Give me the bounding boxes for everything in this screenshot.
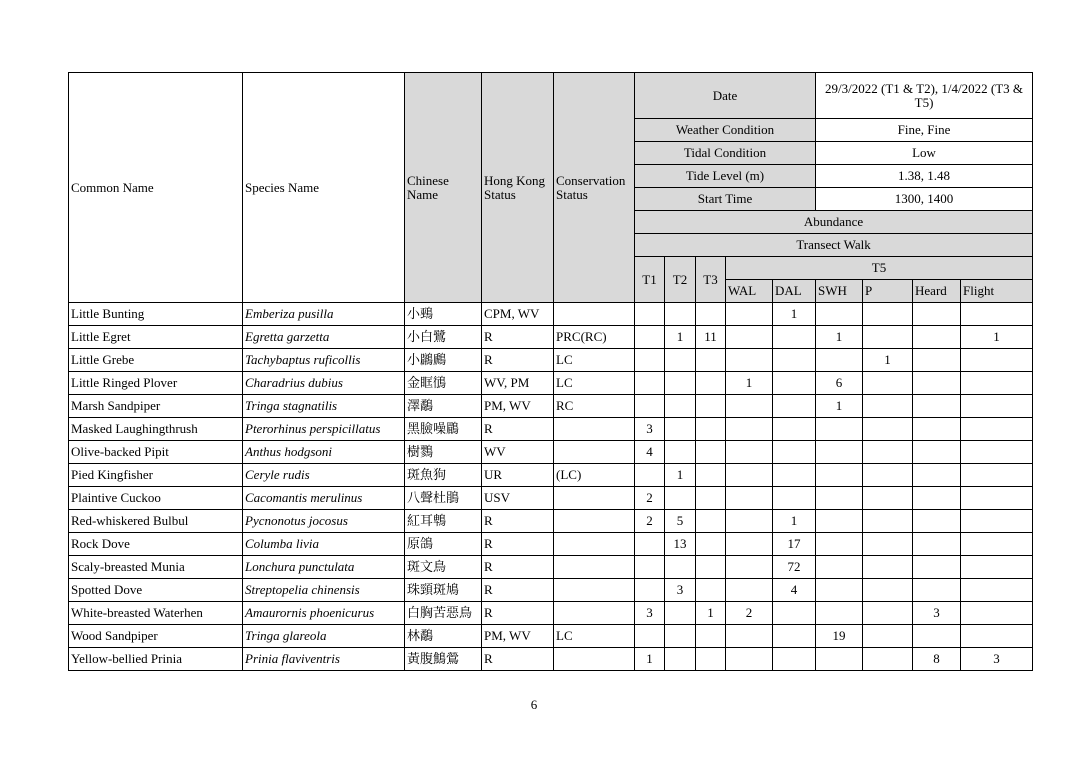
- chinese-name-header: Chinese Name: [405, 73, 482, 303]
- wal-count-cell: [726, 349, 773, 372]
- hk-status-cell: R: [482, 556, 554, 579]
- table-row: [69, 579, 1033, 602]
- heard-header: Heard: [913, 280, 961, 303]
- conservation-status-cell: [554, 303, 635, 326]
- swh-count-cell: [816, 648, 863, 671]
- tidal-label: Tidal Condition: [635, 142, 816, 165]
- species-name-cell: Prinia flaviventris: [243, 648, 405, 671]
- wal-count-cell: 1: [726, 372, 773, 395]
- t3-count-cell: [696, 579, 726, 602]
- species-name-cell: Lonchura punctulata: [243, 556, 405, 579]
- common-name-cell: Marsh Sandpiper: [69, 395, 243, 418]
- wal-count-cell: [726, 464, 773, 487]
- species-name-cell: Tachybaptus ruficollis: [243, 349, 405, 372]
- t1-count-cell: [635, 625, 665, 648]
- t3-header: T3: [696, 257, 726, 303]
- heard-count-cell: [913, 326, 961, 349]
- t3-count-cell: [696, 395, 726, 418]
- p-count-cell: [863, 303, 913, 326]
- date-label: Date: [635, 73, 816, 119]
- hk-status-cell: WV: [482, 441, 554, 464]
- dal-count-cell: [773, 418, 816, 441]
- swh-count-cell: 6: [816, 372, 863, 395]
- flight-count-cell: [961, 556, 1033, 579]
- conservation-status-cell: PRC(RC): [554, 326, 635, 349]
- flight-count-cell: [961, 487, 1033, 510]
- species-name-cell: Anthus hodgsoni: [243, 441, 405, 464]
- common-name-cell: Scaly-breasted Munia: [69, 556, 243, 579]
- dal-count-cell: 72: [773, 556, 816, 579]
- t2-count-cell: [665, 625, 696, 648]
- conservation-status-cell: (LC): [554, 464, 635, 487]
- heard-count-cell: [913, 625, 961, 648]
- t1-count-cell: [635, 579, 665, 602]
- table-row: [69, 326, 1033, 349]
- conservation-status-cell: [554, 418, 635, 441]
- hk-status-cell: R: [482, 326, 554, 349]
- common-name-cell: Yellow-bellied Prinia: [69, 648, 243, 671]
- dal-count-cell: 4: [773, 579, 816, 602]
- chinese-name-cell: 澤鷸: [405, 395, 482, 418]
- dal-count-cell: [773, 625, 816, 648]
- species-name-cell: Streptopelia chinensis: [243, 579, 405, 602]
- hk-status-cell: R: [482, 349, 554, 372]
- t1-count-cell: [635, 395, 665, 418]
- conservation-status-cell: [554, 648, 635, 671]
- hk-status-cell: R: [482, 533, 554, 556]
- flight-count-cell: 1: [961, 326, 1033, 349]
- t1-count-cell: 2: [635, 510, 665, 533]
- t3-count-cell: 1: [696, 602, 726, 625]
- common-name-cell: Little Grebe: [69, 349, 243, 372]
- t2-count-cell: [665, 349, 696, 372]
- conservation-status-cell: [554, 533, 635, 556]
- conservation-status-cell: RC: [554, 395, 635, 418]
- p-count-cell: [863, 326, 913, 349]
- t1-count-cell: [635, 533, 665, 556]
- t1-count-cell: [635, 326, 665, 349]
- conservation-status-cell: [554, 441, 635, 464]
- hk-status-cell: R: [482, 418, 554, 441]
- species-rows: [69, 303, 1033, 671]
- wal-header: WAL: [726, 280, 773, 303]
- t3-count-cell: [696, 418, 726, 441]
- species-name-cell: Columba livia: [243, 533, 405, 556]
- hk-status-header: Hong Kong Status: [482, 73, 554, 303]
- species-name-cell: Ceryle rudis: [243, 464, 405, 487]
- t1-count-cell: [635, 372, 665, 395]
- species-name-cell: Amaurornis phoenicurus: [243, 602, 405, 625]
- chinese-name-cell: 珠頸斑鳩: [405, 579, 482, 602]
- t3-count-cell: [696, 625, 726, 648]
- p-count-cell: [863, 395, 913, 418]
- flight-count-cell: [961, 464, 1033, 487]
- start-time-label: Start Time: [635, 188, 816, 211]
- page-number: 6: [530, 697, 538, 712]
- wal-count-cell: 2: [726, 602, 773, 625]
- common-name-cell: Little Egret: [69, 326, 243, 349]
- p-count-cell: [863, 625, 913, 648]
- t1-count-cell: [635, 303, 665, 326]
- flight-count-cell: [961, 579, 1033, 602]
- hk-status-cell: R: [482, 579, 554, 602]
- dal-count-cell: 1: [773, 303, 816, 326]
- swh-count-cell: [816, 510, 863, 533]
- heard-count-cell: [913, 441, 961, 464]
- common-name-cell: Plaintive Cuckoo: [69, 487, 243, 510]
- hk-status-cell: USV: [482, 487, 554, 510]
- chinese-name-cell: 小鸊鷉: [405, 349, 482, 372]
- dal-count-cell: 17: [773, 533, 816, 556]
- conservation-status-cell: [554, 579, 635, 602]
- swh-count-cell: [816, 418, 863, 441]
- flight-count-cell: [961, 625, 1033, 648]
- dal-count-cell: [773, 441, 816, 464]
- wal-count-cell: [726, 533, 773, 556]
- t1-count-cell: [635, 464, 665, 487]
- wal-count-cell: [726, 579, 773, 602]
- table-row: [69, 487, 1033, 510]
- dal-count-cell: [773, 326, 816, 349]
- t3-count-cell: [696, 487, 726, 510]
- t3-count-cell: [696, 464, 726, 487]
- wal-count-cell: [726, 648, 773, 671]
- hk-status-cell: UR: [482, 464, 554, 487]
- species-name-cell: Pycnonotus jocosus: [243, 510, 405, 533]
- chinese-name-cell: 金眶鴴: [405, 372, 482, 395]
- species-name-cell: Tringa stagnatilis: [243, 395, 405, 418]
- common-name-header: Common Name: [69, 73, 243, 303]
- conservation-status-cell: LC: [554, 625, 635, 648]
- flight-count-cell: [961, 510, 1033, 533]
- p-count-cell: [863, 418, 913, 441]
- table-row: [69, 533, 1033, 556]
- hk-status-cell: PM, WV: [482, 395, 554, 418]
- species-name-cell: Emberiza pusilla: [243, 303, 405, 326]
- conservation-status-header: Conservation Status: [554, 73, 635, 303]
- p-count-cell: [863, 602, 913, 625]
- heard-count-cell: [913, 372, 961, 395]
- t5-header: T5: [726, 257, 1033, 280]
- hk-status-cell: CPM, WV: [482, 303, 554, 326]
- t1-count-cell: [635, 349, 665, 372]
- t1-header: T1: [635, 257, 665, 303]
- dal-count-cell: 1: [773, 510, 816, 533]
- table-row: [69, 556, 1033, 579]
- swh-count-cell: 19: [816, 625, 863, 648]
- chinese-name-cell: 八聲杜鵑: [405, 487, 482, 510]
- hk-status-cell: PM, WV: [482, 625, 554, 648]
- t2-count-cell: [665, 303, 696, 326]
- p-count-cell: [863, 441, 913, 464]
- species-name-cell: Tringa glareola: [243, 625, 405, 648]
- chinese-name-cell: 黃腹鷦鶯: [405, 648, 482, 671]
- t2-count-cell: [665, 418, 696, 441]
- swh-count-cell: 1: [816, 395, 863, 418]
- t2-count-cell: [665, 648, 696, 671]
- heard-count-cell: [913, 556, 961, 579]
- common-name-cell: Olive-backed Pipit: [69, 441, 243, 464]
- t2-count-cell: [665, 372, 696, 395]
- heard-count-cell: [913, 579, 961, 602]
- dal-count-cell: [773, 487, 816, 510]
- dal-count-cell: [773, 464, 816, 487]
- hk-status-cell: R: [482, 510, 554, 533]
- table-row: [69, 464, 1033, 487]
- t2-header: T2: [665, 257, 696, 303]
- p-header: P: [863, 280, 913, 303]
- wal-count-cell: [726, 441, 773, 464]
- species-name-cell: Charadrius dubius: [243, 372, 405, 395]
- weather-label: Weather Condition: [635, 119, 816, 142]
- flight-count-cell: [961, 418, 1033, 441]
- tide-level-label: Tide Level (m): [635, 165, 816, 188]
- swh-count-cell: [816, 579, 863, 602]
- wal-count-cell: [726, 510, 773, 533]
- t2-count-cell: [665, 556, 696, 579]
- conservation-status-cell: LC: [554, 349, 635, 372]
- chinese-name-cell: 小白鷺: [405, 326, 482, 349]
- flight-count-cell: [961, 372, 1033, 395]
- heard-count-cell: [913, 303, 961, 326]
- t3-count-cell: 11: [696, 326, 726, 349]
- transect-walk-header: Transect Walk: [635, 234, 1033, 257]
- wal-count-cell: [726, 556, 773, 579]
- swh-count-cell: [816, 487, 863, 510]
- t3-count-cell: [696, 441, 726, 464]
- flight-count-cell: [961, 602, 1033, 625]
- dal-count-cell: [773, 372, 816, 395]
- t2-count-cell: [665, 487, 696, 510]
- conservation-status-cell: [554, 510, 635, 533]
- swh-count-cell: [816, 464, 863, 487]
- flight-count-cell: 3: [961, 648, 1033, 671]
- t3-count-cell: [696, 303, 726, 326]
- table-row: [69, 349, 1033, 372]
- tide-level-value: 1.38, 1.48: [816, 165, 1033, 188]
- common-name-cell: Little Ringed Plover: [69, 372, 243, 395]
- swh-count-cell: [816, 602, 863, 625]
- table-row: [69, 602, 1033, 625]
- species-name-cell: Cacomantis merulinus: [243, 487, 405, 510]
- heard-count-cell: [913, 418, 961, 441]
- flight-header: Flight: [961, 280, 1033, 303]
- t2-count-cell: 5: [665, 510, 696, 533]
- heard-count-cell: [913, 533, 961, 556]
- species-name-cell: Egretta garzetta: [243, 326, 405, 349]
- chinese-name-cell: 斑文鳥: [405, 556, 482, 579]
- wal-count-cell: [726, 487, 773, 510]
- heard-count-cell: 3: [913, 602, 961, 625]
- p-count-cell: 1: [863, 349, 913, 372]
- common-name-cell: Spotted Dove: [69, 579, 243, 602]
- chinese-name-cell: 紅耳鵯: [405, 510, 482, 533]
- flight-count-cell: [961, 303, 1033, 326]
- p-count-cell: [863, 648, 913, 671]
- common-name-cell: White-breasted Waterhen: [69, 602, 243, 625]
- hk-status-cell: WV, PM: [482, 372, 554, 395]
- chinese-name-cell: 原鴿: [405, 533, 482, 556]
- common-name-cell: Little Bunting: [69, 303, 243, 326]
- t3-count-cell: [696, 533, 726, 556]
- flight-count-cell: [961, 395, 1033, 418]
- t3-count-cell: [696, 510, 726, 533]
- p-count-cell: [863, 464, 913, 487]
- chinese-name-cell: 小鵐: [405, 303, 482, 326]
- p-count-cell: [863, 556, 913, 579]
- t2-count-cell: 1: [665, 464, 696, 487]
- chinese-name-cell: 黑臉噪鶥: [405, 418, 482, 441]
- t2-count-cell: 1: [665, 326, 696, 349]
- table-row: [69, 441, 1033, 464]
- chinese-name-cell: 樹鷚: [405, 441, 482, 464]
- t2-count-cell: 3: [665, 579, 696, 602]
- p-count-cell: [863, 533, 913, 556]
- t1-count-cell: 2: [635, 487, 665, 510]
- t1-count-cell: 1: [635, 648, 665, 671]
- conservation-status-cell: [554, 556, 635, 579]
- table-row: [69, 510, 1033, 533]
- flight-count-cell: [961, 533, 1033, 556]
- common-name-cell: Masked Laughingthrush: [69, 418, 243, 441]
- flight-count-cell: [961, 441, 1033, 464]
- p-count-cell: [863, 487, 913, 510]
- dal-count-cell: [773, 648, 816, 671]
- heard-count-cell: [913, 395, 961, 418]
- hk-status-cell: R: [482, 648, 554, 671]
- swh-count-cell: [816, 556, 863, 579]
- wal-count-cell: [726, 418, 773, 441]
- conservation-status-cell: [554, 487, 635, 510]
- swh-count-cell: [816, 349, 863, 372]
- table-row: [69, 625, 1033, 648]
- chinese-name-cell: 白胸苦惡鳥: [405, 602, 482, 625]
- conservation-status-cell: LC: [554, 372, 635, 395]
- t3-count-cell: [696, 648, 726, 671]
- wal-count-cell: [726, 395, 773, 418]
- swh-header: SWH: [816, 280, 863, 303]
- p-count-cell: [863, 372, 913, 395]
- abundance-header: Abundance: [635, 211, 1033, 234]
- wal-count-cell: [726, 625, 773, 648]
- table-row: [69, 372, 1033, 395]
- t3-count-cell: [696, 349, 726, 372]
- swh-count-cell: [816, 441, 863, 464]
- wal-count-cell: [726, 326, 773, 349]
- common-name-cell: Wood Sandpiper: [69, 625, 243, 648]
- dal-header: DAL: [773, 280, 816, 303]
- common-name-cell: Pied Kingfisher: [69, 464, 243, 487]
- dal-count-cell: [773, 395, 816, 418]
- dal-count-cell: [773, 349, 816, 372]
- chinese-name-cell: 斑魚狗: [405, 464, 482, 487]
- t2-count-cell: [665, 395, 696, 418]
- heard-count-cell: [913, 464, 961, 487]
- common-name-cell: Red-whiskered Bulbul: [69, 510, 243, 533]
- date-value: 29/3/2022 (T1 & T2), 1/4/2022 (T3 & T5): [816, 73, 1033, 119]
- dal-count-cell: [773, 602, 816, 625]
- table-row: [69, 418, 1033, 441]
- flight-count-cell: [961, 349, 1033, 372]
- t2-count-cell: [665, 602, 696, 625]
- chinese-name-cell: 林鷸: [405, 625, 482, 648]
- heard-count-cell: [913, 349, 961, 372]
- swh-count-cell: 1: [816, 326, 863, 349]
- wal-count-cell: [726, 303, 773, 326]
- table-row: [69, 395, 1033, 418]
- table-row: [69, 648, 1033, 671]
- weather-value: Fine, Fine: [816, 119, 1033, 142]
- t1-count-cell: 3: [635, 602, 665, 625]
- tidal-value: Low: [816, 142, 1033, 165]
- t3-count-cell: [696, 556, 726, 579]
- t1-count-cell: 3: [635, 418, 665, 441]
- bird-survey-table: [68, 72, 1033, 671]
- swh-count-cell: [816, 533, 863, 556]
- heard-count-cell: 8: [913, 648, 961, 671]
- table-row: [69, 303, 1033, 326]
- start-time-value: 1300, 1400: [816, 188, 1033, 211]
- heard-count-cell: [913, 487, 961, 510]
- t2-count-cell: [665, 441, 696, 464]
- t2-count-cell: 13: [665, 533, 696, 556]
- t1-count-cell: 4: [635, 441, 665, 464]
- p-count-cell: [863, 579, 913, 602]
- common-name-cell: Rock Dove: [69, 533, 243, 556]
- t3-count-cell: [696, 372, 726, 395]
- p-count-cell: [863, 510, 913, 533]
- t1-count-cell: [635, 556, 665, 579]
- conservation-status-cell: [554, 602, 635, 625]
- hk-status-cell: R: [482, 602, 554, 625]
- species-name-cell: Pterorhinus perspicillatus: [243, 418, 405, 441]
- swh-count-cell: [816, 303, 863, 326]
- heard-count-cell: [913, 510, 961, 533]
- species-name-header: Species Name: [243, 73, 405, 303]
